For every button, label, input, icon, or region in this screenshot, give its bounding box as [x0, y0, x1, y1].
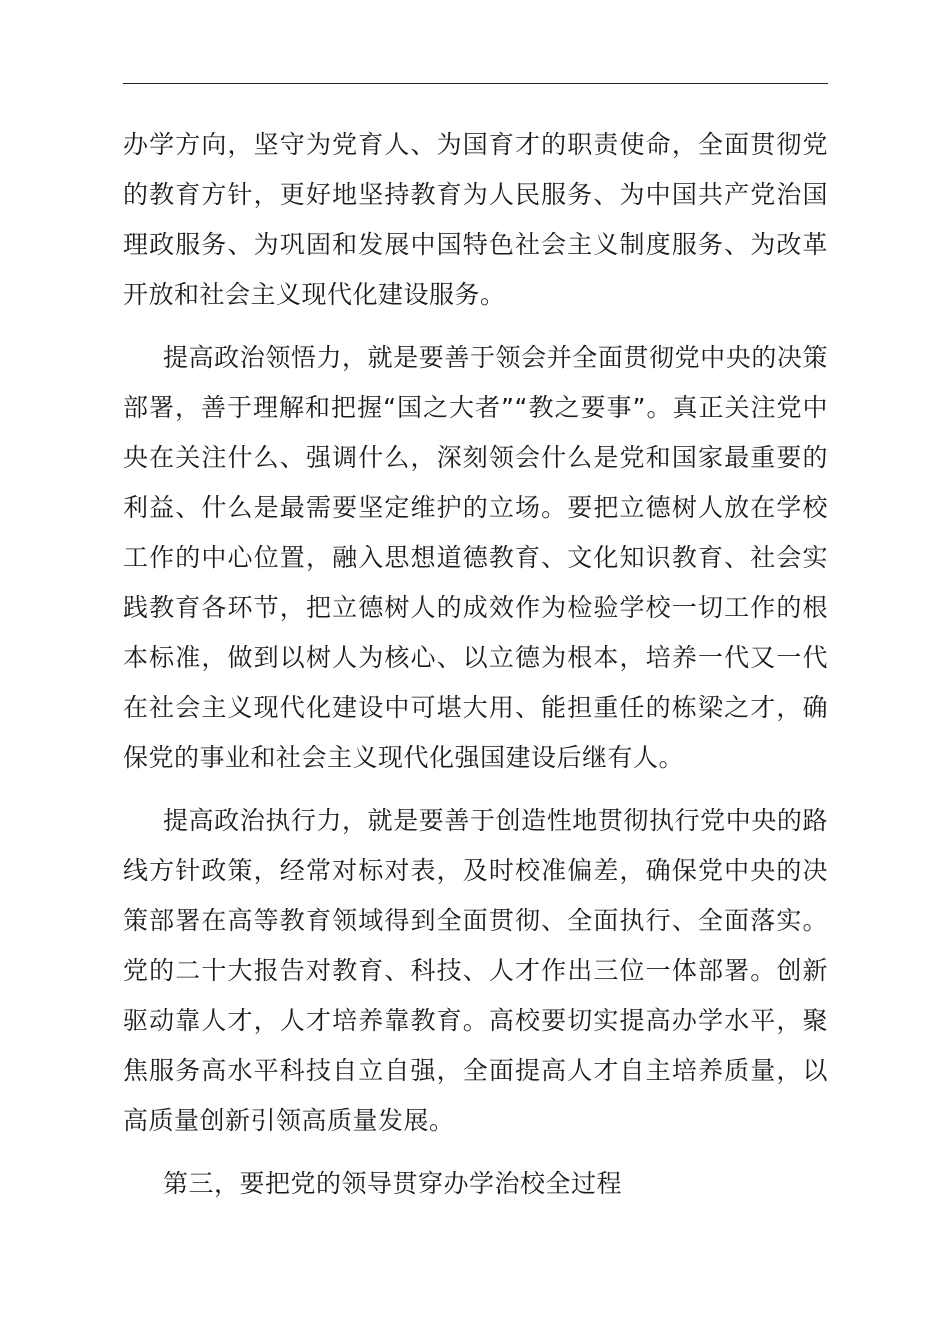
section-heading: 第三，要把党的领导贯穿办学治校全过程 [163, 1169, 623, 1198]
header-rule [123, 83, 828, 84]
paragraph-2: 提高政治领悟力，就是要善于领会并全面贯彻党中央的决策部署，善于理解和把握“国之大者”“教之要事”。真正关注党中央在关注什么、强调什么，深刻领会什么是党和国家最重要的利益、什么是最需要坚定维护的立场。要把立德树人放在学校工作的中心位置，融入思想道德教育、文化知识教育、社会实践教育各环节，把立德树人的成效作为检验学校一切工作的根本标准，做到以树人为核心、以立德为根本，培养一代又一代在社会主义现代化建设中可堪大用、能担重任的栋梁之才，确保党的事业和社会主义现代化强国建设后继有人。 [123, 343, 828, 772]
paragraph-3: 提高政治执行力，就是要善于创造性地贯彻执行党中央的路线方针政策，经常对标对表，及时校准偏差，确保党中央的决策部署在高等教育领域得到全面贯彻、全面执行、全面落实。党的二十大报告对教育、科技、人才作出三位一体部署。创新驱动靠人才，人才培养靠教育。高校要切实提高办学水平，聚焦服务高水平科技自立自强，全面提高人才自主培养质量，以高质量创新引领高质量发展。 [123, 806, 828, 1135]
paragraph-1: 办学方向，坚守为党育人、为国育才的职责使命，全面贯彻党的教育方针，更好地坚持教育为人民服务、为中国共产党治国理政服务、为巩固和发展中国特色社会主义制度服务、为改革开放和社会主义现代化建设服务。 [123, 130, 828, 309]
document-body [123, 120, 828, 1209]
